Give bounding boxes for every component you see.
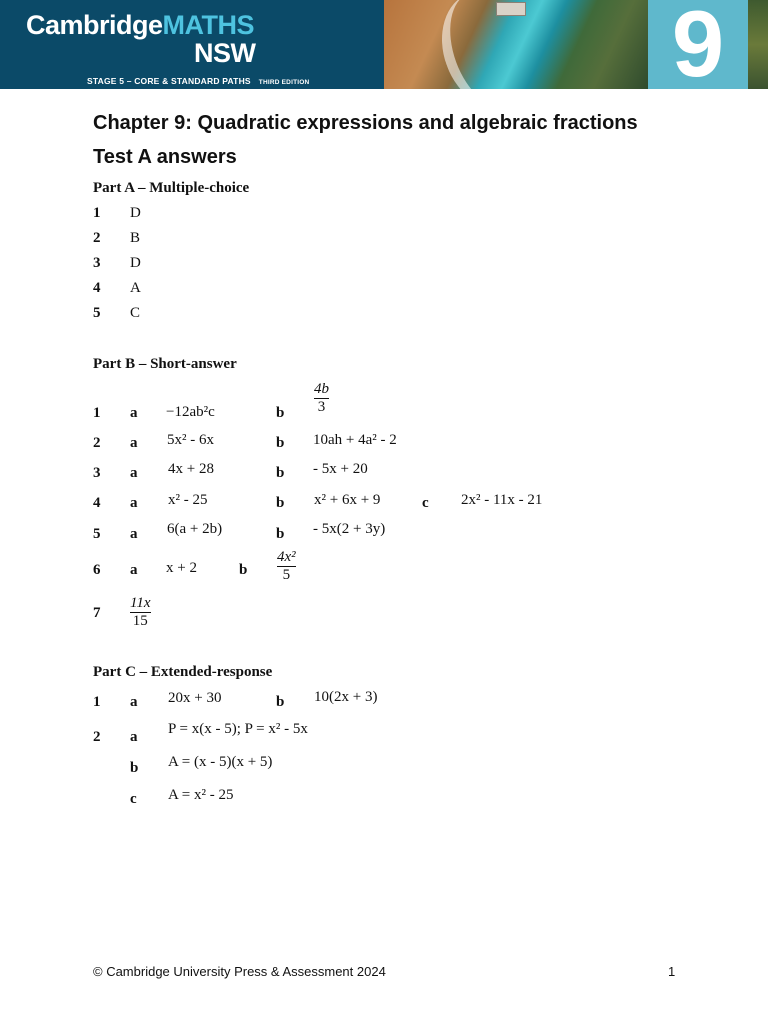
- part-label-b: b: [276, 694, 285, 710]
- answer-4c: 2x² - 11x - 21: [461, 492, 543, 508]
- answer-3a: 4x + 28: [168, 461, 214, 477]
- part-label-b: b: [276, 435, 285, 451]
- answer-choice: A: [130, 280, 141, 296]
- part-label-a: a: [130, 729, 138, 745]
- answer-c1b: 10(2x + 3): [314, 689, 378, 705]
- part-a-heading: Part A – Multiple-choice: [93, 180, 250, 196]
- answer-6b-fraction: [277, 550, 296, 583]
- part-label-b: b: [276, 526, 285, 542]
- question-number: 1: [93, 405, 101, 421]
- question-number: 2: [93, 435, 101, 451]
- part-label-b: b: [276, 495, 285, 511]
- edition-label: THIRD EDITION: [258, 79, 310, 86]
- question-number: 2: [93, 230, 101, 246]
- part-label-c: c: [422, 495, 429, 511]
- question-number: 3: [93, 465, 101, 481]
- part-b-heading: Part B – Short-answer: [93, 356, 237, 372]
- fraction-numerator: 4x²: [277, 549, 296, 565]
- answer-choice: D: [130, 255, 141, 271]
- part-label-a: a: [130, 465, 138, 481]
- fraction-denominator: 5: [282, 567, 291, 583]
- part-label-a: a: [130, 694, 138, 710]
- question-number: 3: [93, 255, 101, 271]
- part-label-a: a: [130, 405, 138, 421]
- answer-7-fraction: [130, 596, 151, 629]
- chapter-number: 9: [671, 0, 725, 89]
- part-label-a: a: [130, 435, 138, 451]
- brand-subtitle: STAGE 5 – CORE & STANDARD PATHS THIRD EDITION: [87, 76, 310, 86]
- part-c-heading: Part C – Extended-response: [93, 664, 273, 680]
- answer-2b: 10ah + 4a² - 2: [313, 432, 397, 448]
- question-number: 4: [93, 495, 101, 511]
- answer-choice: C: [130, 305, 141, 321]
- question-number: 2: [93, 729, 101, 745]
- question-number: 7: [93, 605, 101, 621]
- answer-2a: 5x² - 6x: [167, 432, 214, 448]
- answer-4b: x² + 6x + 9: [314, 492, 381, 508]
- cover-photo: [384, 0, 648, 89]
- question-number: 4: [93, 280, 101, 296]
- answer-6a: x + 2: [166, 560, 197, 576]
- fraction-numerator: 4b: [314, 381, 329, 397]
- copyright-footer: © Cambridge University Press & Assessment 2024: [93, 964, 386, 979]
- part-label-a: a: [130, 495, 138, 511]
- part-label-a: a: [130, 526, 138, 542]
- brand-logo: [26, 10, 386, 86]
- question-number: 5: [93, 526, 101, 542]
- page-subtitle: Test A answers: [93, 146, 237, 168]
- brand-nsw: NSW: [194, 38, 256, 68]
- answer-choice: B: [130, 230, 141, 246]
- header-banner: [0, 0, 768, 89]
- fraction-denominator: 3: [317, 399, 326, 415]
- part-label-b: b: [239, 562, 248, 578]
- part-label-c: c: [130, 791, 137, 807]
- fraction-numerator: 11x: [130, 595, 151, 611]
- brand-maths: MATHS: [162, 10, 255, 40]
- page-title: Chapter 9: Quadratic expressions and algebraic fractions: [93, 112, 638, 134]
- answer-c2c: A = x² - 25: [168, 787, 234, 803]
- question-number: 1: [93, 205, 101, 221]
- question-number: 6: [93, 562, 101, 578]
- question-number: 1: [93, 694, 101, 710]
- brand-cambridge: Cambridge: [26, 10, 163, 40]
- answer-c2b: A = (x - 5)(x + 5): [168, 754, 273, 770]
- answer-c2a: P = x(x - 5); P = x² - 5x: [168, 721, 308, 737]
- answer-5b: - 5x(2 + 3y): [313, 521, 386, 537]
- answer-1b-fraction: [314, 382, 329, 415]
- part-label-b: b: [130, 760, 139, 776]
- answer-1a: −12ab²c: [166, 404, 215, 420]
- part-label-b: b: [276, 465, 285, 481]
- question-number: 5: [93, 305, 101, 321]
- answer-3b: - 5x + 20: [313, 461, 368, 477]
- answer-c1a: 20x + 30: [168, 690, 222, 706]
- part-label-a: a: [130, 562, 138, 578]
- fraction-denominator: 15: [132, 613, 148, 629]
- answer-5a: 6(a + 2b): [167, 521, 223, 537]
- cover-photo-edge: [748, 0, 768, 89]
- page-number: 1: [668, 964, 676, 979]
- answer-4a: x² - 25: [168, 492, 208, 508]
- part-label-b: b: [276, 405, 285, 421]
- answer-choice: D: [130, 205, 141, 221]
